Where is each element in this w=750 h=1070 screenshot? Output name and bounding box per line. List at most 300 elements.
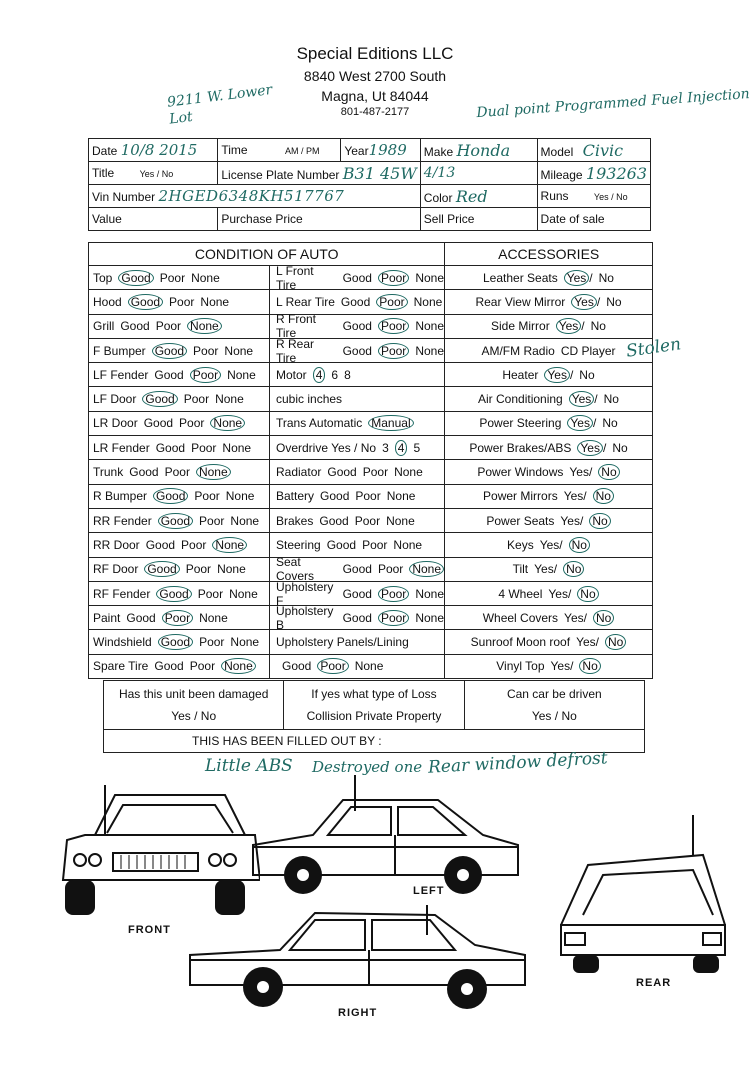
condition-option[interactable]: No [605,634,626,650]
year-cell: Year1989 [341,139,420,162]
condition-cell-b [270,655,445,678]
condition-option[interactable]: Yes [564,270,590,286]
company-address-line2: Magna, Ut 84044 [321,88,429,104]
condition-option[interactable]: None [230,513,260,528]
condition-option[interactable]: Yes [539,537,560,552]
condition-row [89,630,652,654]
condition-item-label: LR Fender [93,440,150,455]
condition-table [88,242,653,679]
condition-option[interactable]: Yes [548,586,568,601]
condition-row [89,412,652,436]
condition-option[interactable]: None [199,610,228,625]
condition-option[interactable]: No [593,488,614,504]
condition-cell-a [89,339,270,362]
condition-option[interactable]: None [191,270,220,285]
make-cell: Make Honda [420,139,537,162]
condition-item-label: Grill [93,319,115,334]
condition-option[interactable]: Good [120,319,150,334]
condition-option[interactable]: Yes [567,415,593,431]
handwritten-note-abs: Little ABS [205,756,293,776]
handwritten-note-destroyed: Destroyed one [312,758,423,776]
sell-price-cell: Sell Price [420,208,537,231]
condition-cell-b [270,412,445,435]
condition-option[interactable]: Poor [194,489,220,504]
condition-option[interactable]: Poor [191,440,217,455]
condition-row [89,555,652,584]
plate-value: B31 45W [342,163,417,183]
condition-item-label: Sunroof Moon roof [470,635,571,650]
condition-cell-a [89,582,270,605]
condition-option[interactable]: Poor [378,270,409,286]
model-value: Civic [582,140,624,160]
option-separator: / [581,319,585,334]
handwritten-stolen: Stolen [624,334,683,362]
right-label: RIGHT [338,1007,378,1019]
condition-cell-a [89,606,270,629]
option-separator: / [569,367,574,382]
condition-cell-c [445,387,652,410]
condition-item-label: Power Brakes/ABS [469,440,572,455]
option-separator: / [596,294,601,309]
condition-cell-c [445,606,652,629]
car-rear-diagram [553,815,733,975]
condition-item-label: R Rear Tire [276,336,315,365]
condition-option[interactable]: None [415,270,444,285]
car-left-diagram [243,775,523,905]
condition-option[interactable]: Poor [193,343,219,358]
condition-option[interactable]: Poor [155,319,182,334]
condition-row [89,336,652,365]
option-separator: / [595,635,599,650]
condition-option[interactable]: Good [152,343,187,359]
condition-cell-b [270,387,445,410]
condition-option[interactable]: None [217,562,246,577]
plate-exp-value: 4/13 [423,165,456,181]
condition-option[interactable]: No [563,561,584,577]
condition-cell-a [89,460,270,483]
condition-option[interactable]: Poor [164,465,190,480]
condition-option[interactable]: No [577,586,598,602]
condition-option[interactable]: Good [154,659,184,674]
condition-item-label: Keys [507,537,534,552]
condition-option[interactable]: No [606,294,622,309]
condition-item-label: Battery [276,489,315,504]
condition-cell-c [445,436,652,459]
condition-option[interactable]: Poor [183,392,210,407]
condition-row [89,312,652,341]
condition-item-label: Brakes [276,513,314,528]
condition-header: CONDITION OF AUTO [89,243,445,265]
condition-item-label: Radiator [276,465,322,480]
condition-option[interactable]: Poor [185,562,212,577]
condition-option[interactable]: None [413,294,443,309]
condition-item-label: F Bumper [93,343,146,358]
option-separator: / [559,537,563,552]
condition-option[interactable]: Yes [569,465,589,480]
color-value: Red [455,186,488,206]
option-separator: / [567,586,572,601]
accessories-header: ACCESSORIES [498,246,600,262]
condition-cell-b [270,312,445,341]
condition-option[interactable]: Poor [362,465,389,480]
condition-item-label: L Front Tire [276,263,314,292]
condition-option[interactable]: Poor [378,610,409,626]
condition-option[interactable]: Good [342,610,372,625]
condition-option[interactable]: Yes [556,318,582,334]
condition-row [89,436,652,460]
condition-option[interactable]: None [227,367,256,382]
condition-cell-b [270,436,445,459]
condition-option[interactable]: Poor [355,489,381,504]
company-name: Special Editions LLC [296,44,454,63]
condition-item-label: L Rear Tire [276,294,335,309]
condition-option[interactable]: Yes [563,489,584,504]
condition-option[interactable]: Good [143,416,174,431]
condition-item-label: Steering [276,537,321,552]
condition-cell-c [445,412,652,435]
option-separator: / [553,562,558,577]
condition-option[interactable]: 4 [395,440,408,456]
option-separator: / [579,513,584,528]
condition-item-label: Wheel Covers [482,610,559,625]
condition-option[interactable]: None [210,415,245,431]
option-separator: / [583,610,587,625]
vehicle-info-table [88,138,651,231]
condition-option[interactable]: Poor [181,537,207,552]
year-value: 1989 [368,141,407,159]
condition-option[interactable]: None [200,294,230,309]
condition-cell-b [270,460,445,483]
condition-option[interactable]: CD Player [560,343,616,358]
condition-option[interactable]: Yes [544,367,570,383]
condition-option[interactable]: No [593,610,614,626]
condition-option[interactable]: Good [158,634,193,650]
condition-option[interactable]: Good [342,319,372,334]
condition-cell-a [89,290,270,313]
condition-option[interactable]: None [221,658,256,674]
condition-item-label: AM/FM Radio [481,343,555,358]
condition-option[interactable]: No [579,367,595,382]
condition-option[interactable]: None [222,440,252,455]
condition-cell-a [89,485,270,508]
condition-option[interactable]: None [212,537,247,553]
condition-cell-c [445,509,652,532]
condition-option[interactable]: None [386,489,416,504]
condition-option[interactable]: No [598,464,619,480]
condition-option[interactable]: Good [126,610,156,625]
condition-cell-a [89,412,270,435]
condition-option[interactable]: 6 [331,367,339,382]
condition-option[interactable]: Yes [564,610,584,625]
plate-exp-cell [420,162,537,185]
condition-option[interactable]: Good [282,659,312,674]
condition-option[interactable]: Poor [376,294,407,310]
condition-row [89,509,652,533]
color-cell: Color Red [420,185,537,208]
condition-item-label: Upholstery Panels/Lining [276,635,409,650]
condition-option[interactable]: None [409,561,444,577]
condition-option[interactable]: Good [319,513,349,528]
condition-option[interactable]: Poor [197,586,224,601]
condition-item-label: 4 Wheel [498,586,543,601]
condition-option[interactable]: None [386,513,415,528]
condition-option[interactable]: Good [342,343,372,358]
condition-option[interactable]: Poor [162,610,193,626]
condition-row [89,460,652,484]
condition-option[interactable]: No [603,392,619,407]
title-cell: Title Yes / No [89,162,218,185]
condition-item-label: R Front Tire [276,312,317,341]
condition-option[interactable]: Yes [560,513,580,528]
condition-cell-c [445,339,652,362]
rear-label: REAR [636,977,672,989]
condition-option[interactable]: None [415,610,444,625]
condition-option[interactable]: Poor [189,659,216,674]
condition-item-label: Heater [502,367,539,382]
condition-item-label: RF Door [93,562,139,577]
condition-item-label: RR Fender [93,513,152,528]
condition-cell-b [270,263,445,292]
condition-item-label: Paint [93,610,121,625]
damaged-question: Has this unit been damaged Yes / No [104,681,284,729]
model-cell: Model Civic [537,139,650,162]
condition-option[interactable]: Good [154,367,184,382]
condition-option[interactable]: None [415,319,444,334]
condition-option[interactable]: Poor [354,513,381,528]
condition-cell-c [445,266,652,289]
condition-row [89,387,652,411]
option-separator: / [602,440,607,455]
condition-option[interactable]: None [196,464,231,480]
condition-option[interactable]: Good [153,488,188,504]
condition-cell-b [270,603,445,632]
condition-option[interactable]: Poor [378,343,409,359]
condition-cell-b [270,533,445,556]
condition-option[interactable]: 4 [313,367,326,383]
option-separator: / [594,392,598,407]
condition-cell-b [270,509,445,532]
vin-value: 2HGED6348KH517767 [158,187,345,205]
purchase-price-cell: Purchase Price [218,208,420,231]
condition-cell-b [270,579,445,608]
condition-option[interactable]: No [589,513,610,529]
condition-option[interactable]: Good [342,586,372,601]
condition-option[interactable]: Poor [199,635,225,650]
condition-option[interactable]: None [225,489,255,504]
date-value: 10/8 2015 [120,141,198,159]
condition-option[interactable]: Poor [179,416,205,431]
condition-option[interactable]: Poor [159,270,186,285]
condition-option[interactable]: Good [118,270,153,286]
condition-option[interactable]: None [215,392,244,407]
option-separator: / [588,465,593,480]
front-label: FRONT [128,924,171,936]
condition-cell-a [89,655,270,678]
handwritten-location: 9211 W. Lower Lot [166,81,274,128]
condition-row [89,655,652,678]
condition-option[interactable]: None [415,586,444,601]
condition-cell-c [445,290,652,313]
condition-cell-a [89,266,270,289]
condition-cell-b [270,555,445,584]
condition-cell-a [89,533,270,556]
condition-option[interactable]: Poor [377,562,404,577]
condition-option[interactable]: Yes [550,659,571,674]
condition-option[interactable]: No [590,319,606,334]
condition-option[interactable]: Yes [569,391,595,407]
condition-option[interactable]: None [415,343,444,358]
condition-cell-a [89,509,270,532]
condition-cell-c [445,533,652,556]
condition-row [89,485,652,509]
condition-option[interactable]: Yes [534,562,554,577]
condition-option[interactable]: Good [340,294,371,309]
condition-cell-a [89,436,270,459]
condition-option[interactable]: Good [129,465,159,480]
left-label: LEFT [413,885,445,897]
can-be-driven-question: Can car be driven Yes / No [506,687,602,723]
option-separator: / [589,270,593,285]
condition-cell-c [445,315,652,338]
condition-option[interactable]: None [229,586,258,601]
condition-option[interactable]: Yes [571,294,597,310]
condition-item-label: RF Fender [93,586,151,601]
condition-cell-c [445,363,652,386]
time-cell: Time AM / PM [218,139,341,162]
condition-item-label: Top [93,270,113,285]
condition-option[interactable]: Poor [378,318,409,334]
condition-option[interactable]: None [230,635,260,650]
condition-cell-c [445,630,652,653]
condition-item-label: Vinyl Top [496,659,545,674]
condition-option[interactable]: Good [142,391,177,407]
runs-cell: Runs Yes / No [537,185,650,208]
condition-cell-a [89,363,270,386]
condition-option[interactable]: Good [320,489,350,504]
handwritten-top-note: Dual point Programmed Fuel Injection [475,86,750,122]
condition-cell-c [445,460,652,483]
condition-item-label: LR Door [93,416,138,431]
condition-option[interactable]: None [187,318,222,334]
condition-cell-a [89,387,270,410]
company-phone: 801-487-2177 [340,106,410,118]
condition-option[interactable]: Poor [190,367,221,383]
condition-option[interactable]: None [393,537,423,552]
condition-item-label: LF Fender [93,367,149,382]
condition-option[interactable]: Poor [317,658,348,674]
condition-item-label: Tilt [512,562,529,577]
condition-cell-c [445,655,652,678]
condition-row [89,579,652,608]
condition-item-label: cubic inches [276,392,343,407]
mileage-cell: Mileage 193263 [537,162,650,185]
option-separator: / [592,416,597,431]
condition-cell-b [270,290,445,313]
condition-item-label: Power Steering [479,416,562,431]
condition-option[interactable]: 5 [413,440,421,455]
condition-item-label: RR Door [93,537,140,552]
condition-item-label: Upholstery B [276,603,334,632]
condition-cell-a [89,558,270,581]
condition-option[interactable]: No [598,270,614,285]
condition-option[interactable]: Good [156,586,191,602]
condition-item-label: Leather Seats [483,270,558,285]
condition-cell-a [89,315,270,338]
condition-option[interactable]: Poor [199,513,225,528]
condition-item-label: Power Windows [477,465,564,480]
condition-option[interactable]: None [354,659,384,674]
company-address-line1: 8840 West 2700 South [303,68,447,84]
condition-option[interactable]: Good [342,562,372,577]
value-cell: Value [89,208,218,231]
condition-item-label: Power Mirrors [483,489,558,504]
condition-item-label: Windshield [93,635,152,650]
condition-option[interactable]: Yes [577,440,603,456]
condition-option[interactable]: None [224,343,254,358]
condition-cell-a [89,630,270,653]
condition-cell-b [270,363,445,386]
condition-item-label: Trunk [93,465,124,480]
condition-item-label: Trans Automatic [276,416,363,431]
date-of-sale-cell: Date of sale [537,208,650,231]
condition-option[interactable]: None [394,465,423,480]
condition-option[interactable]: Yes [576,635,596,650]
plate-cell: License Plate Number B31 45W [218,162,420,185]
condition-option[interactable]: 8 [344,367,351,382]
condition-option[interactable]: Poor [378,586,409,602]
condition-option[interactable]: Good [128,294,163,310]
condition-item-label: R Bumper [93,489,148,504]
condition-row [89,263,652,292]
loss-type-question: If yes what type of Loss Collision Private Property [284,681,464,729]
condition-item-label: Side Mirror [491,319,550,334]
condition-option[interactable]: Good [326,537,357,552]
handwritten-note-defrost: Rear window defrost [427,748,609,778]
condition-option[interactable]: Good [144,561,179,577]
mileage-value: 193263 [585,163,647,183]
condition-item-label: Overdrive Yes / No [276,440,377,455]
condition-item-label: Spare Tire [93,659,149,674]
condition-option[interactable]: Good [155,440,186,455]
condition-option[interactable]: 3 [382,440,389,455]
condition-option[interactable]: Good [327,465,357,480]
condition-option[interactable]: Poor [169,294,195,309]
condition-option[interactable]: No [569,537,590,553]
condition-item-label: Motor [276,367,307,382]
condition-option[interactable]: Good [158,513,193,529]
filled-out-by: THIS HAS BEEN FILLED OUT BY : [192,734,382,748]
condition-cell-b [270,336,445,365]
condition-option[interactable]: No [612,440,628,455]
condition-row [89,290,652,314]
condition-cell-c [445,582,652,605]
condition-option[interactable]: Good [145,537,176,552]
condition-item-label: Upholstery F [276,579,334,608]
condition-item-label: Air Conditioning [478,392,563,407]
condition-option[interactable]: No [579,658,600,674]
condition-option[interactable]: Good [342,270,372,285]
condition-row [89,363,652,387]
condition-option[interactable]: No [602,416,618,431]
condition-cell-c [445,558,652,581]
damage-box [103,680,645,753]
condition-option[interactable]: Poor [362,537,388,552]
condition-option[interactable]: Manual [368,415,413,431]
condition-item-label: Power Seats [486,513,555,528]
condition-row [89,603,652,632]
car-front-diagram [55,785,260,925]
condition-item-label: Rear View Mirror [475,294,566,309]
